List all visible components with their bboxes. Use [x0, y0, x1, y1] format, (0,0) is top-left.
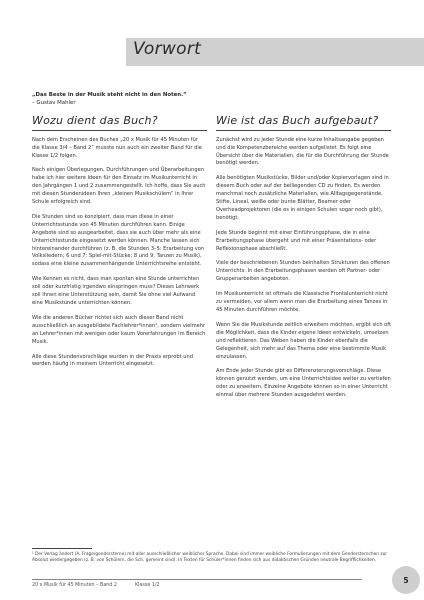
right-heading: Wie ist das Buch aufgebaut? [216, 114, 379, 127]
paragraph: Jede Stunde beginnt mit einer Einführungsphase, die in eine Erarbeitungsphase übergeht und mit einer Präsentations- oder Reflexionsphase abschließt. [216, 229, 377, 252]
paragraph: Nach dem Erscheinen des Buches „20 x Musik für 45 Minuten für die Klasse 3/4 – Band 2“ musste nun auch ein zweiter Band für die Klasse 1/2 folgen. [32, 136, 202, 159]
page-number: 5 [403, 575, 409, 585]
quote-author: – Gustav Mahler [32, 99, 76, 106]
page-number-badge [392, 566, 420, 594]
paragraph: Zunächst wird zu jeder Stunde eine kurze Inhaltsangabe gegeben und die Kompetenzbereiche werden aufgelistet. Es folgt eine Übersicht über die Materialien, die für die Durchführung der Stunde benötigt werden. [216, 136, 389, 167]
page-title: Vorwort [133, 39, 202, 59]
paragraph: Am Ende jeder Stunde gibt es Differenzierungsvorschläge. Diese können genutzt werden, um eine Unterrichtsidee weiter zu vertiefen oder zu erweitern. Einzelne Angebote können so in einer Unterricht einmal über mehrere Stunden ausgedehnt werden. [216, 368, 391, 399]
epigraph [32, 92, 372, 107]
page-footer [32, 579, 362, 588]
right-column [216, 114, 391, 407]
paragraph: Nach einigen Überlegungen, Durchführungen und Überarbeitungen habe ich hier weitere Ideen für den Einsatz im Musikunterricht in den Jahrgängen 1 und 2 zusammengestellt. Ich hoffe, dass Sie auch mit diesen Stundenideen Ihren „kleinen Musikschülern“ in Ihrer Schule erfolgreich sind. [32, 167, 206, 206]
quote-text: „Das Beste in der Musik steht nicht in den Noten.“ [32, 92, 187, 98]
paragraph: Im Musikunterricht ist oftmals die Klassische Frontalunterricht nicht zu vermeiden, vor allem wenn man die Erarbeitung eines Tanzes in 45 Minuten durchführen möchte. [216, 291, 388, 313]
left-column [32, 114, 207, 376]
footer-book-title: 20 x Musik für 45 Minuten – Band 2 [32, 583, 117, 588]
paragraph: Die Stunden sind so konzipiert, dass man diese in einer Unterrichtsstunde von 45 Minuten durchführen kann. Einige Angebote sind so ausgearbeitet, dass sie auch über mehr als eine Unterrichtsstunde eingesetzt werden können. Manche lassen sich hintereinander durchführen (z. B. die Stunden 3–5: Erarbeitung von Volksliedern; 6 und 7: Spiel-mit-Stücke; 8 und 9: Tanzen zu Musik), sodass eine kleine zusammenhängende Unterrichtsreihe entsteht. [32, 213, 205, 268]
paragraph: Alle diese Stundenvorschläge wurden in der Praxis erprobt und werden häufig in meinem Unterricht eingesetzt. [32, 353, 193, 368]
footnote-rule [32, 548, 92, 549]
paragraph: Alle benötigten Musikstücke, Bilder und/oder Kopiervorlagen sind in diesem Buch oder auf der beiliegenden CD zu finden. Es werden manchmal noch zusätzliche Materialien, wie Alltagsgegenstände, Stifte, Lineal, weiße oder bunte Blätter, Beamer oder Overheadprojektoren (die es in einigen Schulen sogar noch gibt), benötigt. [216, 175, 389, 221]
footer-class: Klasse 1/2 [134, 583, 160, 588]
paragraph: Wenn Sie die Musikstunde zeitlich erweitern möchten, ergibt sich oft die Möglichkeit, dass die Kinder eigene Ideen entwickeln, umsetzen und reflektieren. Das Weben haben die Kinder ebenfalls die Gelegenheit, sich mehr auf das Thema oder eine bestimmte Musik einzulassen. [216, 321, 391, 360]
heading-rule [32, 130, 207, 131]
heading-rule [216, 130, 391, 131]
left-heading: Wozu dient das Buch? [32, 114, 158, 127]
footnote [32, 548, 392, 564]
paragraph: Viele der beschriebenen Stunden beinhalten Strukturen des offenen Unterrichts: In den Erarbeitungsphasen werden oft Partner- oder Gruppenarbeiten angeboten. [216, 260, 390, 283]
paragraph: Wie die anderen Bücher richtet sich auch dieser Band nicht ausschließlich an ausgebildete Fachlehrer*innen¹, sondern vielmehr an Lehrer*innen mit wenigen oder kaum Vorerfahrungen im Bereich Musik. [32, 314, 206, 345]
footnote-text: ¹ Der Verlag ändert (A, Frage/gendersterne) mit aller ausschließlicher weiblicher Sprache. Dabei sind immer weibliche Formulierungen mit dem Gendersternchen zur Absolut wiedergegeben (z. B. von Schülern, die Sch. gemeint sind). In Texten für Schüler*innen finden sich aus didaktischen Gründen neutrale Begrifflichkeiten. [32, 551, 388, 563]
paragraph: Wie Kennen es nicht, dass man spontan eine Stunde unterrichten soll oder kurzfristig irgendwo einspringen muss? Dieses Lehrwerk soll Ihnen eine Unterstützung sein, damit Sie ohne viel Aufwand eine Musikstunde unterrichten können. [32, 276, 200, 306]
